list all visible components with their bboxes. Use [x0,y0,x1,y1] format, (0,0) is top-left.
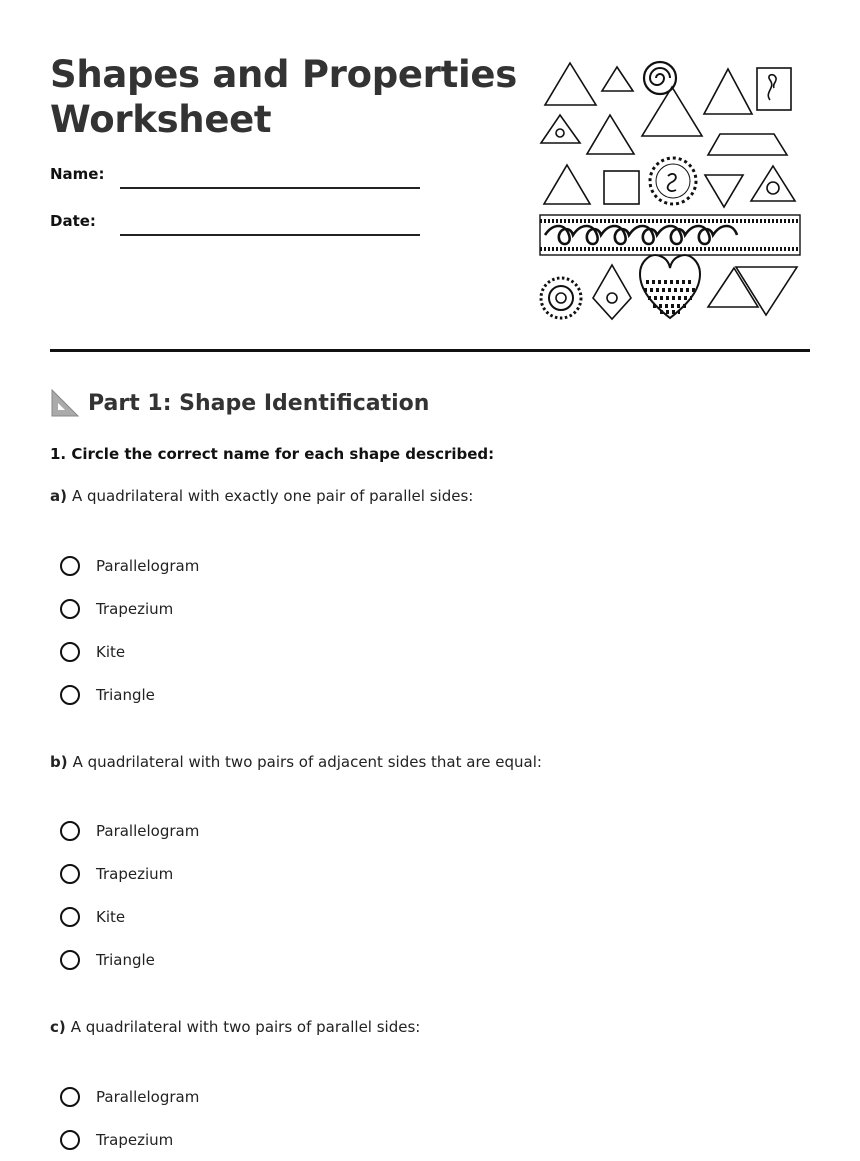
geometric-shapes-illustration [536,58,804,324]
inverted-triangle-icon [705,175,743,207]
option-label: Trapezium [96,865,174,883]
shape-triangle-icon [708,268,758,307]
concentric-circle-icon [541,278,581,318]
option-triangle[interactable] [60,948,155,972]
radio-circle[interactable] [60,907,80,927]
radio-circle[interactable] [60,821,80,841]
option-label: Parallelogram [96,557,200,575]
option-label: Trapezium [96,1131,174,1149]
option-trapezium[interactable] [60,862,173,886]
question-text: A quadrilateral with exactly one pair of parallel sides: [71,487,474,505]
triangle-with-circle-icon [541,115,580,143]
option-label: Kite [96,643,126,661]
kite-shape-icon [593,265,631,319]
shape-triangle-icon [545,63,596,105]
square-shape-icon [604,171,639,204]
radio-circle[interactable] [60,685,80,705]
option-label: Triangle [96,951,155,969]
option-label: Triangle [96,686,155,704]
patterned-heart-icon [640,255,700,318]
option-parallelogram[interactable] [60,819,199,843]
option-label: Kite [96,908,126,926]
question-letter: b) [50,753,68,771]
radio-circle[interactable] [60,1087,80,1107]
question-c [50,1018,420,1036]
date-label: Date: [50,212,96,230]
trapezium-shape-icon [708,134,787,155]
header-divider [50,349,810,352]
option-triangle[interactable] [60,683,155,707]
question-letter: a) [50,487,67,505]
option-label: Trapezium [96,600,174,618]
option-kite[interactable] [60,905,125,929]
question-a [50,487,473,505]
name-label: Name: [50,165,105,183]
radio-circle[interactable] [60,1130,80,1150]
radio-circle[interactable] [60,642,80,662]
option-kite[interactable] [60,640,125,664]
shape-triangle-icon [544,165,590,204]
instruction-text: 1. Circle the correct name for each shape described: [50,445,495,463]
framed-squiggle-icon [757,68,791,110]
option-trapezium[interactable] [60,1128,173,1152]
option-label: Parallelogram [96,1088,200,1106]
option-trapezium[interactable] [60,597,173,621]
name-field-line[interactable] [120,187,420,189]
triangle-with-circle-icon [751,166,795,201]
radio-circle[interactable] [60,950,80,970]
title-line-1: Shapes and Properties [50,53,517,96]
shape-small-triangle-icon [602,67,633,91]
patterned-circle-icon [650,158,696,204]
option-parallelogram[interactable] [60,1085,199,1109]
worksheet-title [50,52,520,142]
shape-triangle-icon [587,115,634,154]
shape-triangle-icon [642,87,702,136]
radio-circle[interactable] [60,599,80,619]
date-field-line[interactable] [120,234,420,236]
question-text: A quadrilateral with two pairs of parallel sides: [70,1018,421,1036]
title-line-2: Worksheet [50,98,272,141]
shape-triangle-icon [704,69,752,114]
question-text: A quadrilateral with two pairs of adjacent sides that are equal: [72,753,542,771]
option-label: Parallelogram [96,822,200,840]
radio-circle[interactable] [60,556,80,576]
radio-circle[interactable] [60,864,80,884]
section-heading-text: Part 1: Shape Identification [88,390,430,416]
section-heading-part-1 [50,387,429,419]
question-b [50,753,542,771]
question-letter: c) [50,1018,66,1036]
set-square-icon [50,388,80,418]
option-parallelogram[interactable] [60,554,199,578]
ornamental-band-icon [540,215,800,255]
